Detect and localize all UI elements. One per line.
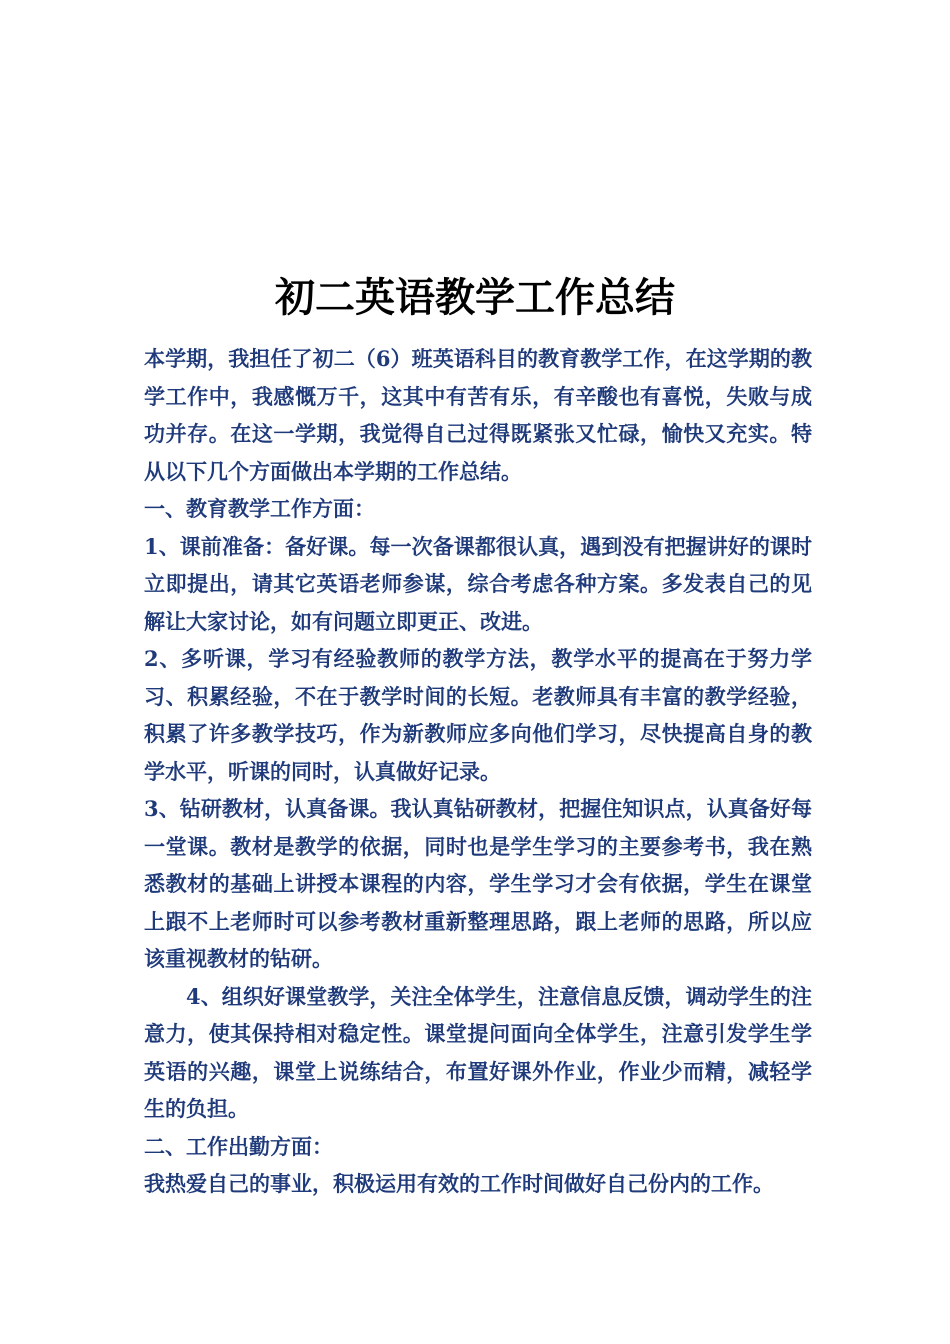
section-heading-teaching: 一、教育教学工作方面： (144, 496, 375, 521)
paragraph-intro: 本学期，我担任了初二（6）班英语科目的教育教学工作，在这学期的教学工作中，我感慨万千，这其中有苦有乐，有辛酸也有喜悦，失败与成功并存。在这一学期，我觉得自己过得既紧张又忙碌，愉快又充实。特从以下几个方面做出本学期的工作总结。 (144, 346, 812, 484)
document-body (144, 340, 812, 1203)
paragraph-item-2: 2、多听课，学习有经验教师的教学方法，教学水平的提高在于努力学习、积累经验，不在于教学时间的长短。老教师具有丰富的教学经验，积累了许多教学技巧，作为新教师应多向他们学习，尽快提高自身的教学水平，听课的同时，认真做好记录。 (144, 646, 812, 784)
paragraph-item-1: 1、课前准备：备好课。每一次备课都很认真，遇到没有把握讲好的课时立即提出，请其它英语老师参谋，综合考虑各种方案。多发表自己的见解让大家讨论，如有问题立即更正、改进。 (144, 533, 812, 634)
section-heading-attendance: 二、工作出勤方面： (144, 1133, 333, 1159)
paragraph-attendance: 我热爱自己的事业，积极运用有效的工作时间做好自己份内的工作。 (144, 1171, 774, 1196)
paragraph-item-4: 4、组织好课堂教学，关注全体学生，注意信息反馈，调动学生的注意力，使其保持相对稳定性。课堂提问面向全体学生，注意引发学生学英语的兴趣，课堂上说练结合，布置好课外作业，作业少而精，减轻学生的负担。 (144, 983, 812, 1121)
paragraph-item-3: 3、钻研教材，认真备课。我认真钻研教材，把握住知识点，认真备好每一堂课。教材是教学的依据，同时也是学生学习的主要参考书，我在熟悉教材的基础上讲授本课程的内容，学生学习才会有依据，学生在课堂上跟不上老师时可以参考教材重新整理思路，跟上老师的思路，所以应该重视教材的钻研。 (144, 796, 812, 971)
document-title: 初二英语教学工作总结 (275, 274, 675, 321)
